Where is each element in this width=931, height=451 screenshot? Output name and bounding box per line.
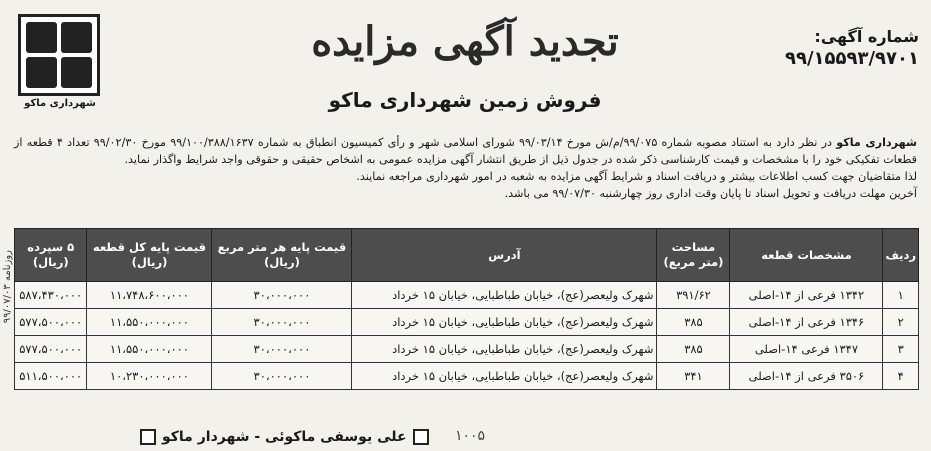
cell-address: شهرک ولیعصر(عج)، خیابان طباطبایی، خیابان ۱۵ خرداد [352,282,657,309]
ad-number: ۹۹/۱۵۵۹۳/۹۷۰۱ [785,48,919,69]
table-row [15,336,919,363]
cell-price-per-m2: ۳۰،۰۰۰،۰۰۰ [212,309,352,336]
header-address: آدرس [352,229,657,282]
cell-price-per-m2: ۳۰،۰۰۰،۰۰۰ [212,282,352,309]
paragraph-1-text: در نظر دارد به استناد مصوبه شماره ۹۹/۰۷۵/م/ش مورخ ۹۹/۰۳/۱۴ شورای اسلامی شهر و رأی کمیسیون انطباق به شماره ۹۹/۱۰۰/۳۸۸/۱۶۳۷ مورخ ۹۹/۰۲/۳۰ تعداد ۴ قطعه از قطعات تفکیکی خود را با مشخصات و قیمت کارشناسی ذکر شده در جدول ذیل از طریق انتشار آگهی مزایده عمومی به اشخاص حقیقی و حقوقی واجد شرایط واگذار نماید. [14,136,917,166]
paragraph-2: لذا متقاضیان جهت کسب اطلاعات بیشتر و دریافت اسناد و شرایط آگهی مزایده به شعبه در امور شهرداری مراجعه نمایند. [356,170,917,183]
table-row [15,282,919,309]
cell-deposit: ۵۷۷،۵۰۰،۰۰۰ [15,336,87,363]
cell-total-price: ۱۱،۵۵۰،۰۰۰،۰۰۰ [87,336,212,363]
cell-deposit: ۵۷۷،۵۰۰،۰۰۰ [15,309,87,336]
cell-area: ۳۸۵ [657,336,730,363]
cell-area: ۳۴۱ [657,363,730,390]
cell-deposit: ۵۱۱،۵۰۰،۰۰۰ [15,363,87,390]
cell-area: ۳۸۵ [657,309,730,336]
cell-row: ۲ [883,309,919,336]
cell-address: شهرک ولیعصر(عج)، خیابان طباطبایی، خیابان ۱۵ خرداد [352,363,657,390]
cell-price-per-m2: ۳۰،۰۰۰،۰۰۰ [212,336,352,363]
table-header-row [15,229,919,282]
cell-row: ۴ [883,363,919,390]
bullet-box-icon [140,429,156,445]
header-total-price: قیمت پایه کل قطعه (ریال) [87,229,212,282]
header-price-per-m2: قیمت پایه هر متر مربع (ریال) [212,229,352,282]
cell-row: ۱ [883,282,919,309]
ad-number-label: شماره آگهی: [814,27,919,46]
header-area: مساحت (متر مربع) [657,229,730,282]
cell-price-per-m2: ۳۰،۰۰۰،۰۰۰ [212,363,352,390]
paragraph-1 [14,134,917,168]
ad-subtitle: فروش زمین شهرداری ماکو [328,88,602,112]
cell-row: ۳ [883,336,919,363]
cell-address: شهرک ولیعصر(عج)، خیابان طباطبایی، خیابان ۱۵ خرداد [352,336,657,363]
municipality-logo [18,14,100,96]
plots-table [14,228,919,390]
ad-title: تجدید آگهی مزایده [311,18,619,65]
header-spec: مشخصات قطعه [730,229,883,282]
cell-area: ۳۹۱/۶۲ [657,282,730,309]
cell-address: شهرک ولیعصر(عج)، خیابان طباطبایی، خیابان ۱۵ خرداد [352,309,657,336]
cell-total-price: ۱۰،۲۳۰،۰۰۰،۰۰۰ [87,363,212,390]
cell-spec: ۳۵۰۶ فرعی از ۱۴-اصلی [730,363,883,390]
footer-code: ۱۰۰۵ [455,428,486,444]
signature-line [140,427,429,447]
signature: علی یوسفی ماکوئی - شهردار ماکو [162,429,407,445]
logo-caption: شهرداری ماکو [24,98,96,109]
side-date-label: روزنامه ۹۹/۰۷/۰۳ [2,250,13,324]
cell-total-price: ۱۱،۵۵۰،۰۰۰،۰۰۰ [87,309,212,336]
header-deposit: ۵ سپرده (ریال) [15,229,87,282]
org-name: شهرداری ماکو [836,136,917,149]
paragraph-3: آخرین مهلت دریافت و تحویل اسناد تا پایان وقت اداری روز چهارشنبه ۹۹/۰۷/۳۰ می باشد. [504,187,917,200]
table-row [15,309,919,336]
cell-total-price: ۱۱،۷۴۸،۶۰۰،۰۰۰ [87,282,212,309]
cell-deposit: ۵۸۷،۴۳۰،۰۰۰ [15,282,87,309]
bullet-box-icon [413,429,429,445]
ad-body [14,134,917,202]
cell-spec: ۱۳۴۲ فرعی از ۱۴-اصلی [730,282,883,309]
table-row [15,363,919,390]
cell-spec: ۱۳۴۶ فرعی از ۱۴-اصلی [730,309,883,336]
cell-spec: ۱۳۴۷ فرعی ۱۴-اصلی [730,336,883,363]
header-row-number: ردیف [883,229,919,282]
ad-number-block [729,26,919,70]
